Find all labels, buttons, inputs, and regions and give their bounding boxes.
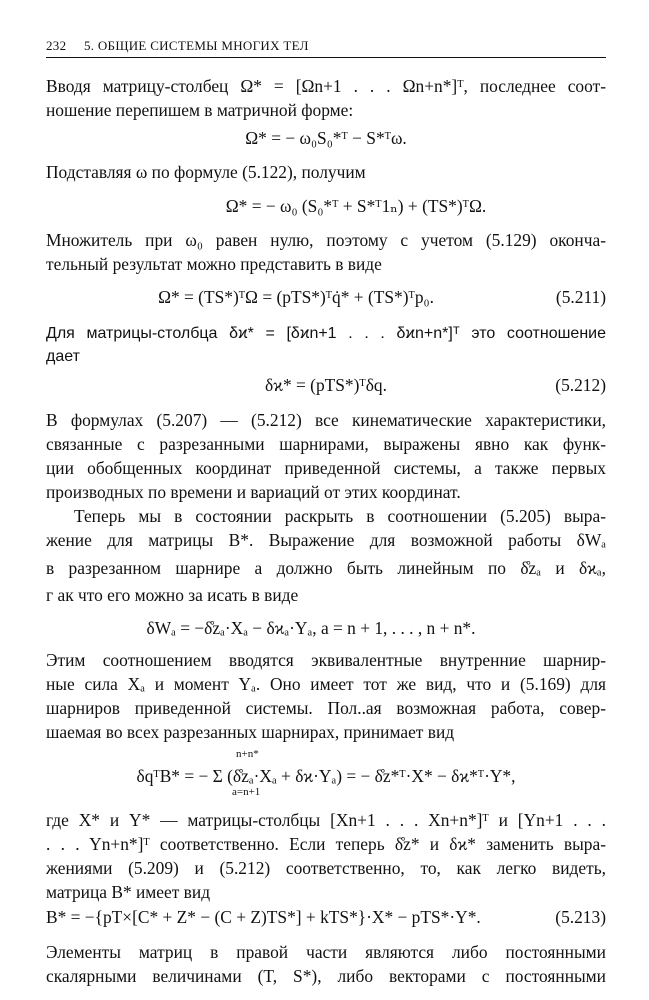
formula-block <box>46 194 606 218</box>
text-line: жение для матрицы B*. Выражение для возможной работы δWₐ <box>46 530 606 550</box>
equation-number: (5.211) <box>555 287 606 307</box>
text-line: В формулах (5.207) — (5.212) все кинематические характеристики, <box>46 410 606 430</box>
text-line: ции обобщенных координат приведенной системы, а также первых <box>46 458 606 478</box>
equation-number: (5.213) <box>555 907 606 927</box>
text-line: шарниров приведенной системы. Пол..ая возможная работа, совер- <box>46 698 606 718</box>
formula: Ω* = − ω₀S₀*ᵀ − S*ᵀω. <box>245 128 407 148</box>
text-line: г ак что его можно за исать в виде <box>46 585 299 605</box>
text-line: скалярными величинами (T, S*), либо векторами с постоянными <box>46 966 606 986</box>
formula: δqᵀB* = − Σ (δ̊zₐ·Xₐ + δϰ·Yₐ) = − δ̊z*ᵀ·X* − δϰ*ᵀ·Y*, <box>136 766 516 786</box>
formula-block <box>46 285 606 309</box>
formula: δϰ* = (pTS*)ᵀδq. <box>265 375 387 395</box>
text-line: . . . Yn+n*]ᵀ соответственно. Если теперь δ̊z* и δϰ* заменить выра- <box>46 834 606 854</box>
formula: Ω* = − ω₀ (S₀*ᵀ + S*ᵀ1ₙ) + (TS*)ᵀΩ. <box>225 196 487 216</box>
text-line: шаемая во всех разрезанных шарнирах, принимает вид <box>46 722 455 742</box>
formula-block <box>46 126 606 150</box>
text-line: Элементы матриц в правой части являются либо постоянными <box>46 942 606 962</box>
text-line: производных по времени и вариаций от этих координат. <box>46 482 461 502</box>
header-rule <box>46 57 606 58</box>
text-line: Вводя матрицу-столбец Ω* = [Ωn+1 . . . Ωn+n*]ᵀ, последнее соот- <box>46 76 606 96</box>
text-line: ные сила Xₐ и момент Yₐ. Оно имеет тот же вид, что и (5.169) для <box>46 674 606 694</box>
text-line: Теперь мы в состоянии раскрыть в соотношении (5.205) выра- <box>74 506 606 526</box>
text-line: связанные с разрезанными шарнирами, выражены явно как функ- <box>46 434 606 454</box>
sum-lower-limit: a=n+1 <box>232 786 261 798</box>
formula: Ω* = (TS*)ᵀΩ = (pTS*)ᵀq̇* + (TS*)ᵀp₀. <box>158 287 434 307</box>
formula-block <box>46 616 606 640</box>
formula-block <box>46 748 606 800</box>
text-line: в разрезанном шарнире a должно быть линейным по δ̊zₐ и δϰₐ, <box>46 558 606 578</box>
sum-upper-limit: n+n* <box>236 748 259 760</box>
chapter-title: 5. ОБЩИЕ СИСТЕМЫ МНОГИХ ТЕЛ <box>83 38 309 53</box>
equation-number: (5.212) <box>555 375 606 395</box>
text-line: Этим соотношением вводятся эквивалентные внутренние шарнир- <box>46 650 606 670</box>
text-line: матрица B* имеет вид <box>46 882 211 902</box>
text-line: ношение перепишем в матричной форме: <box>46 100 354 120</box>
text-line: где X* и Y* — матрицы-столбцы [Xn+1 . . . Xn+n*]ᵀ и [Yn+1 . . . <box>46 810 606 830</box>
text-line: дает <box>46 348 80 365</box>
text-line: Подставляя ω по формуле (5.122), получим <box>46 162 366 182</box>
text-line: тельный результат можно представить в виде <box>46 254 382 274</box>
text-line: жениями (5.209) и (5.212) соответственно, то, как легко видеть, <box>46 858 606 878</box>
formula: B* = −{pT×[C* + Z* − (C + Z)TS*] + kTS*}·X* − pTS*·Y*. <box>46 907 481 927</box>
running-header <box>46 38 606 54</box>
formula-block <box>46 373 606 397</box>
formula-block <box>46 905 606 929</box>
formula: δWₐ = −δ̊zₐ·Xₐ − δϰₐ·Yₐ, a = n + 1, . . . , n + n*. <box>146 618 476 638</box>
page-number: 232 <box>46 38 67 53</box>
text-line: Множитель при ω₀ равен нулю, поэтому с учетом (5.129) оконча- <box>46 230 606 250</box>
text-line: Для матрицы-столбца δϰ* = [δϰn+1 . . . δϰn+n*]ᵀ это соотношение <box>46 325 606 342</box>
